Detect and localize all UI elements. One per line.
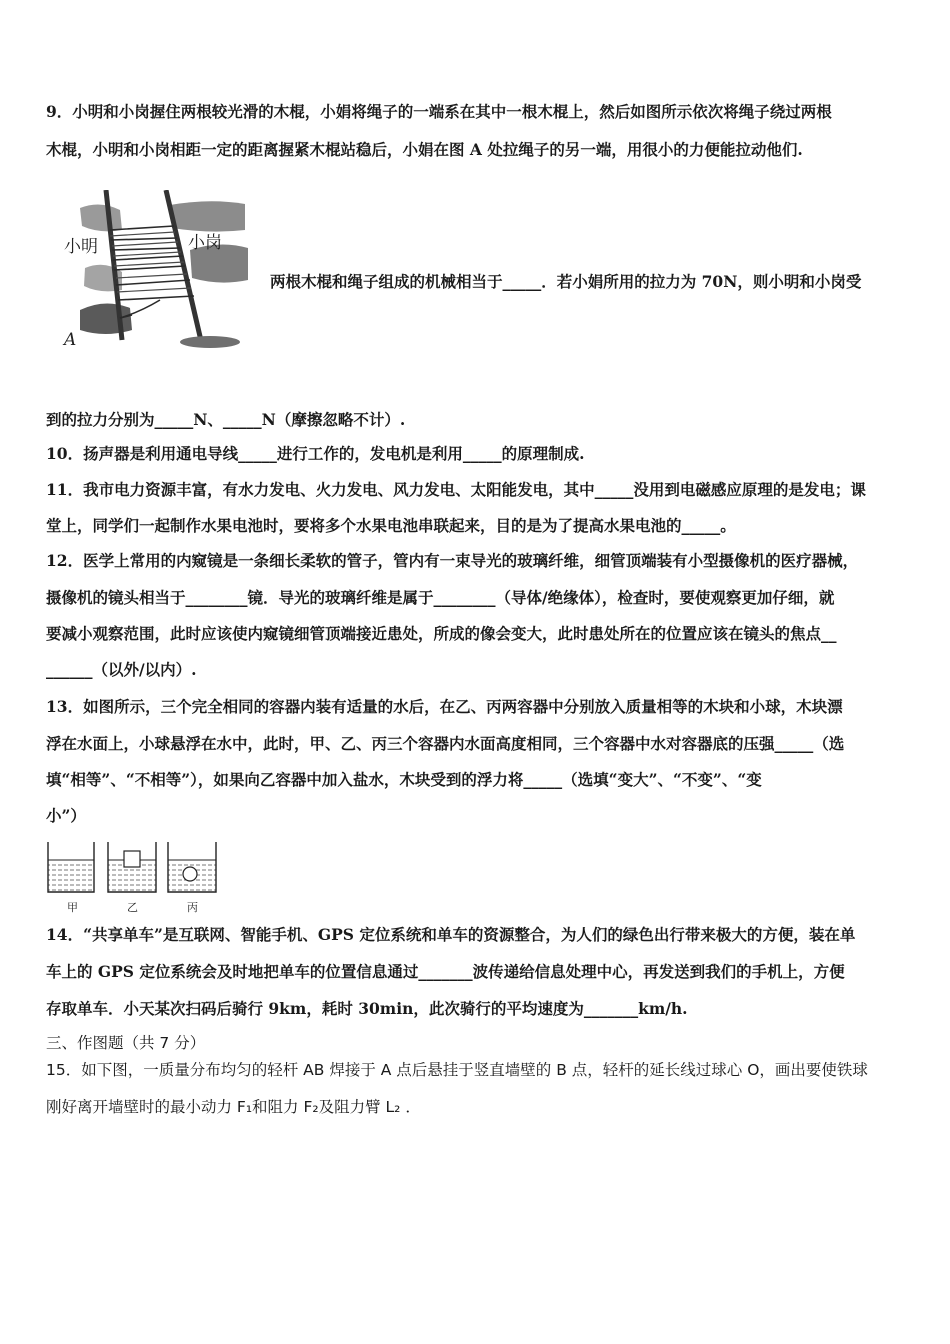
q14-line-1: 14．“共享单车”是互联网、智能手机、GPS 定位系统和单车的资源整合，为人们的绿色出行带来极大的方便，装在单 <box>46 925 856 944</box>
q9-figure-label-xiaogang: 小岗 <box>188 233 222 253</box>
q9-line-4: 到的拉力分别为_____N、_____N（摩擦忽略不计）. <box>46 410 406 429</box>
q14-line-3: 存取单车．小天某次扫码后骑行 9km，耗时 30min，此次骑行的平均速度为_______km/h. <box>46 999 688 1018</box>
q9-figure-label-a: A <box>64 330 77 350</box>
q13-caption-jia: 甲 <box>67 901 78 914</box>
q13-containers-figure <box>46 838 221 916</box>
q15-line-2: 刚好离开墙壁时的最小动力 F₁和阻力 F₂及阻力臂 L₂ ． <box>46 1098 421 1116</box>
q13-line-2: 浮在水面上，小球悬浮在水中，此时，甲、乙、丙三个容器内水面高度相同，三个容器中水对容器底的压强_____（选 <box>46 734 845 753</box>
q9-line-2: 木棍，小明和小岗相距一定的距离握紧木棍站稳后，小娟在图 A 处拉绳子的另一端，用很小的力便能拉动他们. <box>46 140 803 159</box>
q12-line-4: ______（以外/以内）. <box>46 660 197 679</box>
rope-sticks-illustration <box>60 190 250 350</box>
q13-line-3: 填“相等”、“不相等”），如果向乙容器中加入盐水，木块受到的浮力将_____（选填“变大”、“不变”、“变 <box>46 770 762 789</box>
q13-caption-yi: 乙 <box>127 901 138 914</box>
q9-line-1: 9．小明和小岗握住两根较光滑的木棍，小娟将绳子的一端系在其中一根木棍上，然后如图所示依次将绳子绕过两根 <box>46 102 832 121</box>
q10-line-1: 10．扬声器是利用通电导线_____进行工作的，发电机是利用_____的原理制成. <box>46 444 585 463</box>
q13-caption-bing: 丙 <box>187 901 198 914</box>
q11-line-1: 11．我市电力资源丰富，有水力发电、火力发电、风力发电、太阳能发电，其中_____没用到电磁感应原理的是发电；课 <box>46 480 866 499</box>
q9-line-3: 两根木棍和绳子组成的机械相当于_____．若小娟所用的拉力为 70N，则小明和小岗受 <box>270 272 862 291</box>
q12-line-3: 要减小观察范围，此时应该使内窥镜细管顶端接近患处，所成的像会变大，此时患处所在的位置应该在镜头的焦点__ <box>46 624 837 643</box>
q9-figure-label-xiaoming: 小明 <box>64 237 98 257</box>
q9-rope-sticks-figure <box>60 190 250 350</box>
q12-line-2: 摄像机的镜头相当于________镜．导光的玻璃纤维是属于________（导体/绝缘体），检查时，要使观察更加仔细，就 <box>46 588 835 607</box>
q13-line-1: 13．如图所示，三个完全相同的容器内装有适量的水后，在乙、丙两容器中分别放入质量相等的木块和小球，木块漂 <box>46 697 843 716</box>
q15-line-1: 15．如下图，一质量分布均匀的轻杆 AB 焊接于 A 点后悬挂于竖直墙壁的 B 点，轻杆的延长线过球心 O，画出要使铁球 <box>46 1061 868 1079</box>
containers-illustration <box>46 838 221 900</box>
q14-line-2: 车上的 GPS 定位系统会及时地把单车的位置信息通过_______波传递给信息处理中心，再发送到我们的手机上，方便 <box>46 962 845 981</box>
q12-line-1: 12．医学上常用的内窥镜是一条细长柔软的管子，管内有一束导光的玻璃纤维，细管顶端装有小型摄像机的医疗器械， <box>46 551 859 570</box>
q13-line-4: 小”） <box>46 806 86 825</box>
q11-line-2: 堂上，同学们一起制作水果电池时，要将多个水果电池串联起来，目的是为了提高水果电池的_____。 <box>46 516 736 535</box>
section-3-title: 三、作图题（共 7 分） <box>46 1034 206 1052</box>
